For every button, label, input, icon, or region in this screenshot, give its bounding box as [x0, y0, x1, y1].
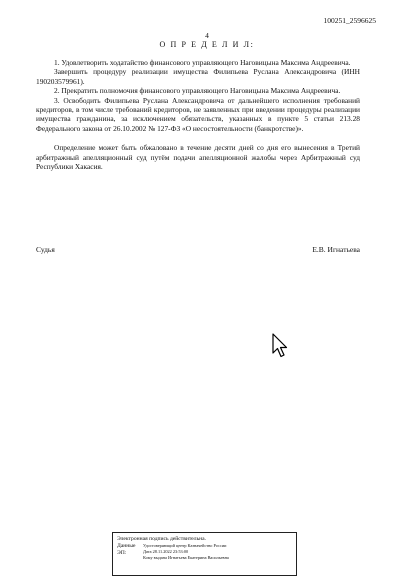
judge-role: Судья — [36, 245, 55, 254]
ruling-heading: О П Р Е Д Е Л И Л: — [159, 40, 255, 49]
electronic-signature-stamp — [112, 532, 297, 576]
paragraph-release-debtor: 3. Освободить Филипьева Руслана Александровича от дальнейшего исполнения требований кредиторов, в том числе требований кредиторов, не заявленных при введении процедуры реализации имущества гражданина, за исключением обязательств, указанных в пункте 5 статьи 213.28 Федерального закона от 26.10.2002 № 127-ФЗ «О несостоятельности (банкротстве)». — [36, 95, 360, 133]
paragraph-terminate-powers: 2. Прекратить полномочия финансового управляющего Наговицына Максима Андреевича. — [54, 86, 341, 96]
esig-label: Данные ЭП: — [117, 543, 136, 556]
ruling-body — [36, 58, 360, 171]
paragraph-complete-procedure: Завершить процедуру реализации имущества Филипьева Руслана Александровича (ИНН 190203579961). — [36, 67, 360, 86]
esig-issuer: Удостоверяющий центр Казначейство России — [143, 543, 227, 548]
page-number: 4 — [205, 31, 209, 40]
esig-title: Электронная подпись действительна. — [117, 536, 207, 542]
paragraph-satisfy-motion: 1. Удовлетворить ходатайство финансового управляющего Наговицына Максима Андреевича. — [54, 58, 351, 67]
esig-issued-to: Кому выдана Игнатьева Екатерина Васильевна — [143, 555, 229, 560]
mouse-pointer-icon — [272, 333, 288, 359]
judge-signature-line — [36, 245, 360, 254]
case-number: 100251_2596625 — [323, 16, 376, 25]
esig-date: Дата 28.11.2022 23:53:00 — [143, 549, 189, 554]
paragraph-appeal: Определение может быть обжаловано в течение десяти дней со дня его вынесения в Третий арбитражный апелляционный суд путём подачи апелляционной жалобы через Арбитражный суд Республики Хакасия. — [36, 143, 360, 172]
judge-name: Е.В. Игнатьева — [312, 245, 360, 254]
